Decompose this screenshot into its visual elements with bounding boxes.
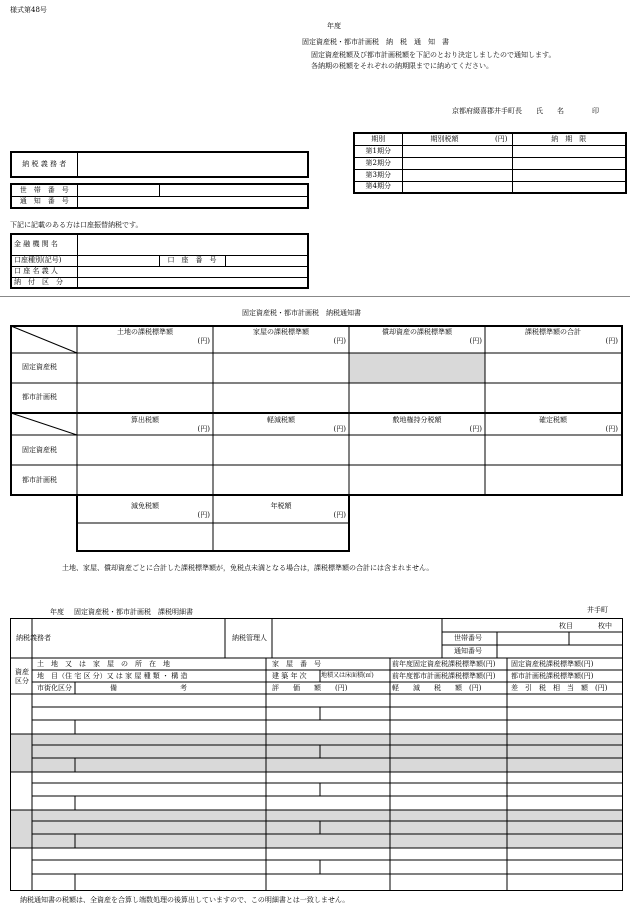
- computed-tax-header: 算出税額 (円): [131, 416, 210, 433]
- land-standard-header: 土地の課税標準額 (円): [117, 328, 210, 345]
- city-standard-header: 都市計画税課税標準額(円): [511, 672, 594, 680]
- bank-name-value: [77, 234, 308, 255]
- page-number-label: 枚目: [559, 622, 573, 630]
- depreciable-standard-header: 償却資産の課税標準額 (円): [382, 328, 482, 345]
- reduction-tax-header: 軽減税額 (円): [267, 416, 346, 433]
- notice-no-label: 通 知 番 号: [11, 196, 77, 208]
- notice-line-2: 各納期の税額をそれぞれの納期限までに納めてください。: [311, 62, 493, 70]
- house-no-header: 家 屋 番 号: [272, 660, 321, 668]
- installment-3: 第3期分: [354, 169, 402, 181]
- urbanization-header: 市街化区分: [37, 684, 72, 692]
- taxpayer-box: [10, 151, 309, 178]
- reduction-amount-header: 軽 減 税 額 (円): [392, 684, 482, 692]
- prev-city-standard-header: 前年度都市計画税課税標準額(円): [392, 672, 496, 680]
- payment-class-label: 納 付 区 分: [11, 277, 77, 288]
- account-no-value: [225, 255, 308, 266]
- account-type-label: 口座種別(記号): [11, 255, 77, 266]
- detail-table: [10, 618, 623, 892]
- detail-manager-label: 納税管理人: [232, 634, 267, 642]
- house-standard-header: 家屋の課税標準額 (円): [253, 328, 346, 345]
- due-date-header: 納 期 限: [512, 133, 626, 145]
- row-fixed-asset-tax-2: 固定資産税: [22, 446, 57, 454]
- calc-note: 土地、家屋、償却資産ごとに合計した課税標準額が，免税点未満となる場合は，課税標準額の合計には含まれません。: [62, 564, 434, 572]
- annual-tax-header: 年税額 (円): [270, 502, 346, 519]
- installment-1: 第1期分: [354, 145, 402, 157]
- land-category-header: 地 目（住 宅 区 分）又 は 家 屋 種 類 ・ 構 造: [37, 672, 188, 680]
- detail-title: 固定資産税・都市計画税 課税明細書: [74, 608, 193, 616]
- build-year-header: 建 築 年 次: [272, 672, 307, 680]
- installments-table: [353, 132, 627, 194]
- account-type-value: [77, 255, 159, 266]
- household-no-extra: [159, 184, 308, 196]
- installment-3-due: [512, 169, 626, 181]
- net-tax-header: 差 引 税 相 当 額 (円): [511, 684, 608, 692]
- fixed-standard-header: 固定資産税課税標準額(円): [511, 660, 594, 668]
- page-total-label: 枚中: [598, 622, 612, 630]
- row-city-planning-tax-2: 都市計画税: [22, 476, 57, 484]
- payment-class-value: [77, 277, 308, 288]
- installment-3-amount: [402, 169, 512, 181]
- installment-4-due: [512, 181, 626, 193]
- site-share-tax-header: 敷地権持分税額 (円): [392, 416, 482, 433]
- assessed-value-header: 評 価 額 (円): [272, 684, 348, 692]
- period-tax-header: 期別税額 (円): [402, 133, 512, 145]
- detail-household-no-label: 世帯番号: [454, 634, 482, 642]
- bank-name-label: 金 融 機 関 名: [11, 234, 77, 255]
- fixed-tax-header: 確定税額 (円): [539, 416, 618, 433]
- location-header: 土 地 又 は 家 屋 の 所 在 地: [37, 660, 170, 668]
- prev-fixed-standard-header: 前年度固定資産税課税標準額(円): [392, 660, 496, 668]
- installment-4: 第4期分: [354, 181, 402, 193]
- form-number: 様式第48号: [10, 6, 47, 14]
- calc-title: 固定資産税・都市計画税 納税通知書: [242, 309, 361, 317]
- account-no-label: 口 座 番 号: [159, 255, 225, 266]
- detail-year: 年度: [50, 608, 64, 616]
- row-city-planning-tax: 都市計画税: [22, 393, 57, 401]
- bank-box: [10, 233, 309, 289]
- account-holder-label: 口 座 名 義 人: [11, 266, 77, 277]
- calc-table: [10, 325, 623, 552]
- notice-no-value: [77, 196, 308, 208]
- installment-2: 第2期分: [354, 157, 402, 169]
- detail-taxpayer-label: 納税義務者: [16, 634, 51, 642]
- notice-title: 固定資産税・都市計画税 納 税 通 知 書: [302, 38, 449, 46]
- household-no-label: 世 帯 番 号: [11, 184, 77, 196]
- installment-1-due: [512, 145, 626, 157]
- standard-total-header: 課税標準額の合計 (円): [525, 328, 618, 345]
- fiscal-year-label: 年度: [327, 22, 341, 30]
- installment-1-amount: [402, 145, 512, 157]
- issuer-line: 京都府綴喜郡井手町長 氏 名 印: [452, 107, 599, 115]
- town-name: 井手町: [587, 606, 608, 614]
- area-header: 地積又は床面積(㎡): [321, 672, 374, 679]
- transfer-note: 下記に記載のある方は口座振替納税です。: [10, 221, 143, 229]
- exemption-tax-header: 減免税額 (円): [131, 502, 210, 519]
- notice-line-1: 固定資産税額及び都市計画税額を下記のとおり決定しましたので通知します。: [311, 51, 556, 59]
- detail-notice-no-label: 通知番号: [454, 647, 482, 655]
- row-fixed-asset-tax: 固定資産税: [22, 363, 57, 371]
- household-box: [10, 183, 309, 209]
- installment-4-amount: [402, 181, 512, 193]
- remarks-header: 備 考: [110, 684, 187, 692]
- period-header: 期別: [354, 133, 402, 145]
- section-divider: [0, 296, 630, 297]
- installment-2-due: [512, 157, 626, 169]
- account-holder-value: [77, 266, 308, 277]
- household-no-value: [77, 184, 159, 196]
- taxpayer-label: 納 税 義 務 者: [11, 152, 77, 177]
- detail-footer-note: 納税通知書の税額は、全資産を合算し端数処理の後算出していますので、この明細書とは一致しません。: [20, 896, 350, 904]
- taxpayer-value: [77, 152, 308, 177]
- asset-class-label: 資産区分: [15, 668, 29, 685]
- installment-2-amount: [402, 157, 512, 169]
